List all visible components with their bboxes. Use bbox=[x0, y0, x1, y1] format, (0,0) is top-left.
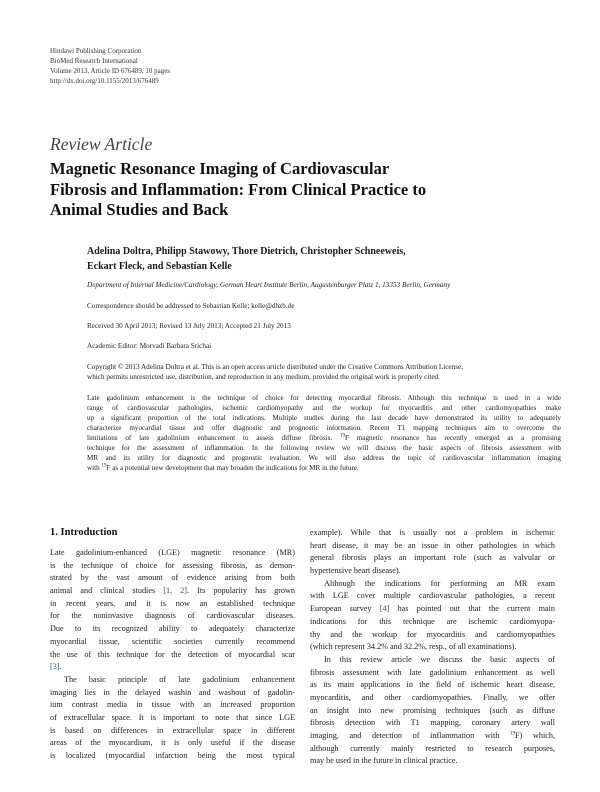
body-line: Late gadolinium-enhanced (LGE) magnetic resonance (MR) bbox=[50, 548, 295, 557]
journal-name: BioMed Research International bbox=[50, 57, 138, 65]
citation-link[interactable]: [1, 2] bbox=[163, 586, 187, 596]
body-line: imaging lies in the delayed washin and washout of gadolin- bbox=[50, 687, 295, 697]
author-line: Eckart Fleck, and Sebastian Kelle bbox=[87, 261, 232, 272]
body-line: indications for this technique are ischemic cardiomyopa- bbox=[310, 616, 555, 626]
body-line: general fibrosis plays an important role (such as valvular or bbox=[310, 553, 555, 563]
body-line: The basic principle of late gadolinium enhancement bbox=[64, 674, 295, 684]
body-line: strated by the vast amount of evidence arising from both bbox=[50, 573, 295, 583]
body-line: fibrosis detection with T1 mapping, coronary artery wall bbox=[310, 718, 555, 728]
text-span: limitations of late gadolinium enhancement to assess diffuse fibrosis. bbox=[87, 434, 340, 442]
body-line: thy and the workup for myocarditis and cardiomyopathies bbox=[310, 629, 555, 639]
body-line: Due to its recognized ability to adequately characterize bbox=[50, 624, 295, 634]
journal-header bbox=[50, 46, 170, 86]
abstract-line bbox=[87, 433, 561, 443]
text-span: F) which, bbox=[515, 731, 555, 740]
affiliation: Department of Internal Medicine/Cardiology, German Heart Institute Berlin, Augustenburger Platz 1, 13353 Berlin, Germany bbox=[87, 281, 451, 289]
text-span: European survey bbox=[310, 604, 380, 614]
copyright-line: Copyright © 2013 Adelina Doltra et al. This is an open access article distributed under the Creative Commons Attribution License, bbox=[87, 363, 464, 371]
body-line bbox=[310, 730, 555, 743]
copyright-notice bbox=[87, 362, 561, 382]
intro-left-column bbox=[50, 547, 295, 763]
academic-editor: Academic Editor: Morvadi Barbara Srichai bbox=[87, 342, 212, 350]
article-dates: Received 30 April 2013; Revised 13 July 2013; Accepted 21 July 2013 bbox=[87, 322, 291, 330]
abstract-line: range of cardiovascular pathologies, ischemic cardiomyopathy and the workup for myocarditis and other cardiomyopathies make bbox=[87, 404, 561, 412]
text-span: . Its popularity has grown bbox=[186, 586, 295, 596]
correspondence: Correspondence should be addressed to Sebastian Kelle; kelle@dhzb.de bbox=[87, 302, 295, 310]
body-line: although currently mainly restricted to research purposes, bbox=[310, 743, 555, 753]
author-list bbox=[87, 244, 557, 274]
body-line: is based on differences in extracellular space in different bbox=[50, 725, 295, 735]
body-line: Although the indications for performing an MR exam bbox=[324, 578, 555, 588]
body-line: heart disease, it may be an issue in other pathologies in which bbox=[310, 540, 555, 550]
abstract-line: MR and its utility for diagnostic and prognostic evaluation. We will also address the topic of cardiovascular inflammation imaging bbox=[87, 454, 561, 462]
text-span: F as a potential new development that may broaden the indications for MR in the future. bbox=[106, 464, 359, 472]
abstract-line: technique for the assessment of inflammation. In the following review we will discuss the basic aspects of fibrosis assessment with bbox=[87, 444, 561, 452]
body-line: example). While that is usually not a problem in ischemic bbox=[310, 528, 555, 537]
superscript: 19 bbox=[101, 463, 107, 469]
body-line: ium contrast media in tissue with an increased proportion bbox=[50, 700, 295, 710]
body-line: for the noninvasive diagnosis of cardiovascular diseases. bbox=[50, 611, 295, 621]
section-heading: 1. Introduction bbox=[50, 527, 118, 538]
doi-link[interactable]: http://dx.doi.org/10.1155/2013/676489 bbox=[50, 77, 159, 85]
body-line: In this review article we discuss the basic aspects of bbox=[324, 654, 555, 664]
body-line: the use of this technique for the detection of myocardial scar bbox=[50, 649, 295, 659]
body-line: may be used in the future in clinical practice. bbox=[310, 756, 458, 766]
abstract-line: up a significant proportion of the total indications. Multiple studies during the last decade have demonstrated its utility to adequately bbox=[87, 414, 561, 422]
body-line: (which represent 34.2% and 32.2%, resp., of all examinations). bbox=[310, 642, 517, 652]
body-line: is localized (myocardial infarction being the most typical bbox=[50, 751, 295, 760]
title-line: Fibrosis and Inflammation: From Clinical Practice to bbox=[50, 179, 427, 199]
body-line: myocardial tissue, scientific societies currently recommend bbox=[50, 636, 295, 646]
body-line: with LGE cover multiple cardiovascular pathologies, a recent bbox=[310, 591, 555, 601]
abstract-line: characterize myocardial tissue and offer diagnostic and prognostic information. Recent T1 mapping techniques aim to overcome the bbox=[87, 424, 561, 432]
article-title bbox=[50, 159, 530, 221]
body-line bbox=[310, 603, 555, 616]
volume-info: Volume 2013, Article ID 676489, 10 pages bbox=[50, 67, 171, 75]
text-span: with bbox=[87, 464, 102, 472]
article-type: Review Article bbox=[50, 134, 153, 154]
abstract bbox=[87, 393, 561, 473]
body-line: an insight into new promising techniques (such as diffuse bbox=[310, 705, 555, 715]
abstract-line bbox=[87, 463, 561, 473]
body-line: fibrosis assessment with late gadolinium enhancement as well bbox=[310, 667, 555, 677]
text-span: imaging, and detection of inflammation with bbox=[310, 731, 511, 740]
intro-right-column bbox=[310, 527, 555, 768]
title-line: Magnetic Resonance Imaging of Cardiovascular bbox=[50, 159, 390, 178]
copyright-line: which permits unrestricted use, distribution, and reproduction in any medium, provided the original work is properly cited. bbox=[87, 373, 440, 381]
publisher-name: Hindawi Publishing Corporation bbox=[50, 47, 142, 55]
abstract-line: Late gadolinium enhancement is the technique of choice for detecting myocardial fibrosis. Although this technique is used in a wide bbox=[87, 394, 561, 402]
body-line: of extracellular space. It is important to note that since LGE bbox=[50, 712, 295, 722]
text-span: . bbox=[59, 662, 62, 672]
body-line: is the technique of choice for assessing fibrosis, as demon- bbox=[50, 560, 295, 570]
body-line bbox=[50, 661, 295, 674]
body-line: as its main applications in the field of ischemic heart disease, bbox=[310, 680, 555, 690]
author-line: Adelina Doltra, Philipp Stawowy, Thore Dietrich, Christopher Schneeweis, bbox=[87, 246, 406, 257]
body-line bbox=[50, 585, 295, 598]
superscript: 19 bbox=[510, 731, 516, 737]
body-line: in recent years, and it is now an established technique bbox=[50, 598, 295, 608]
superscript: 19 bbox=[339, 433, 345, 439]
body-line: hypertensive heart disease). bbox=[310, 566, 401, 576]
text-span: animal and clinical studies bbox=[50, 586, 164, 596]
body-line: myocarditis, and other cardiomyopathies. Finally, we offer bbox=[310, 692, 555, 702]
body-line: areas of the myocardium, it is only useful if the disease bbox=[50, 738, 295, 748]
text-span: has pointed out that the current main bbox=[389, 604, 555, 614]
text-span: F magnetic resonance has recently emerged as a promising bbox=[344, 434, 561, 442]
citation-link[interactable]: [4] bbox=[379, 604, 390, 614]
title-line: Animal Studies and Back bbox=[50, 200, 229, 219]
citation-link[interactable]: [3] bbox=[50, 662, 60, 672]
